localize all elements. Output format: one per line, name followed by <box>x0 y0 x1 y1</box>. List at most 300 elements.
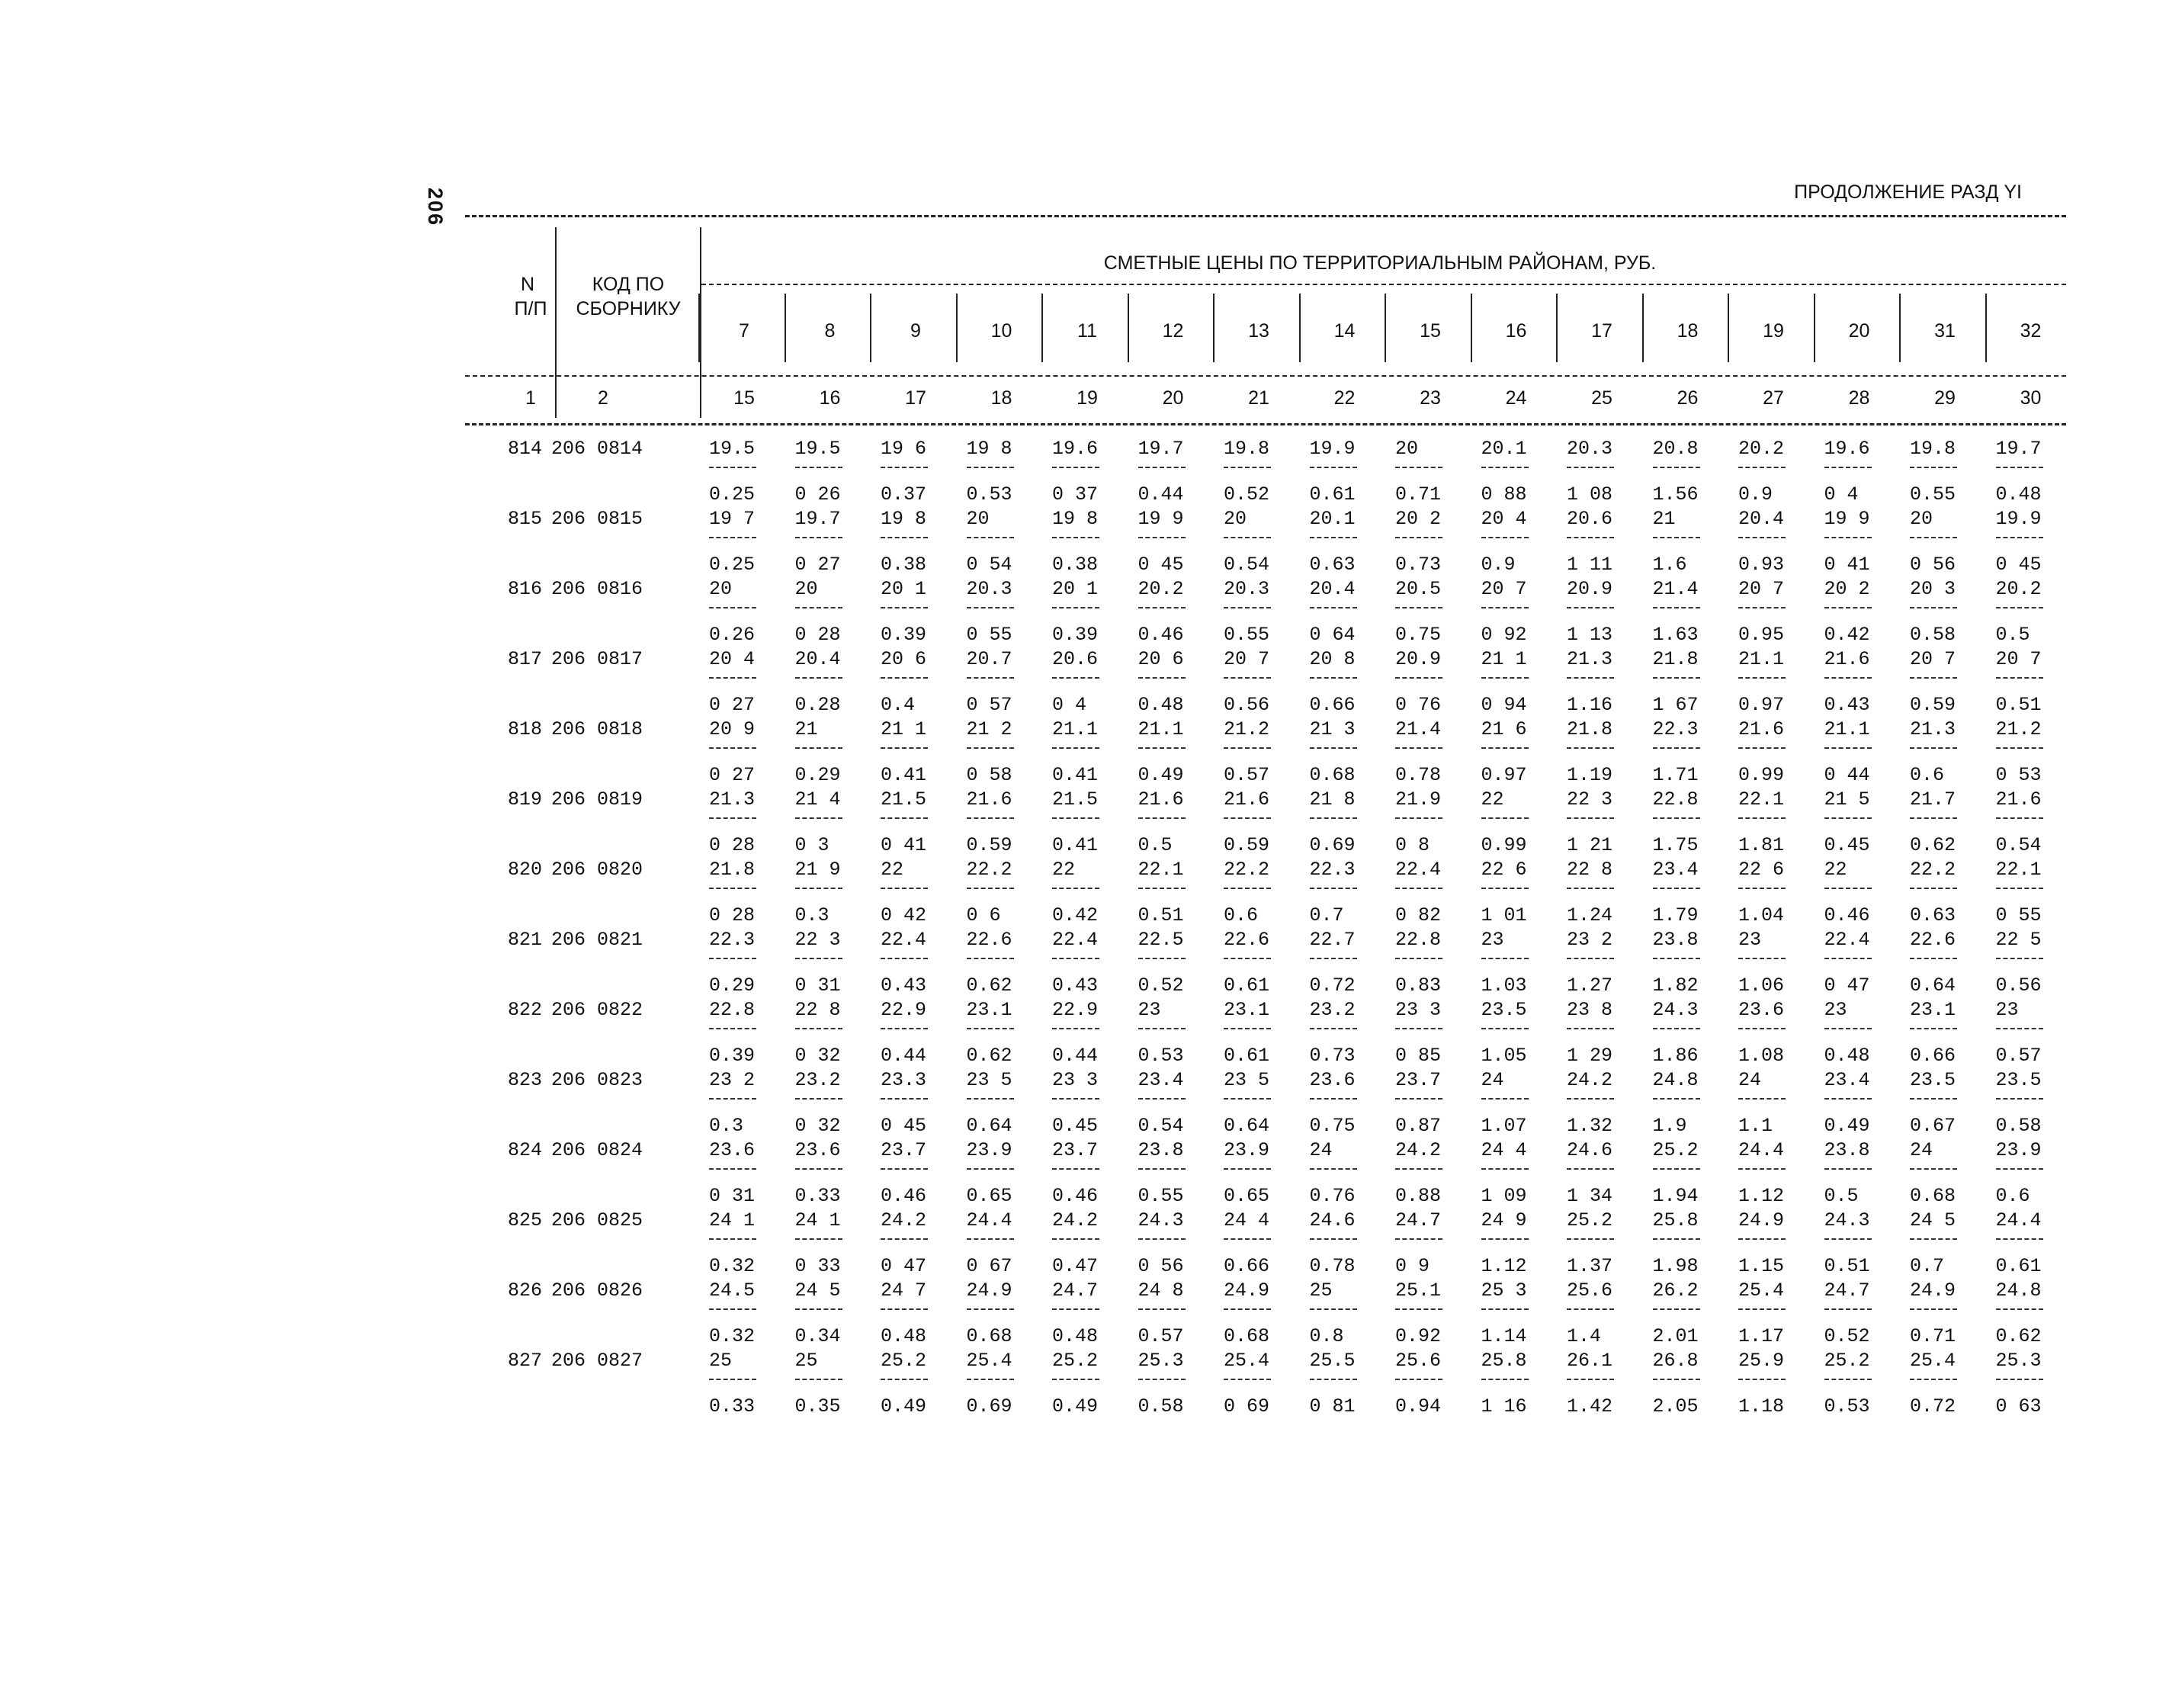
wage-value: 0.69 <box>1309 834 1356 856</box>
wage-value: 0.75 <box>1309 1115 1356 1137</box>
wage-value: 0 27 <box>709 694 756 716</box>
region-number: 10 <box>990 320 1012 342</box>
wage-value: 0.57 <box>1995 1045 2042 1067</box>
wage-value: 1.07 <box>1481 1115 1527 1137</box>
row-number: 814 <box>508 438 543 460</box>
fraction-line <box>881 888 928 889</box>
price-value: 19.6 <box>1052 438 1099 460</box>
wage-value: 0 63 <box>1995 1395 2042 1417</box>
row-number: 823 <box>508 1069 543 1091</box>
wage-value: 0 26 <box>794 483 841 506</box>
fraction-line <box>1481 467 1529 468</box>
wage-value: 0.9 <box>1481 554 1516 576</box>
fraction-line <box>1310 958 1357 959</box>
wage-value: 1.27 <box>1567 974 1613 997</box>
fraction-line <box>967 607 1014 608</box>
price-value: 20.4 <box>1738 508 1785 530</box>
wage-value: 0.64 <box>1910 974 1956 997</box>
region-divider <box>1213 294 1215 362</box>
price-value: 23.6 <box>709 1139 756 1161</box>
fraction-line <box>795 677 842 679</box>
fraction-line <box>1738 677 1786 679</box>
row-number: 825 <box>508 1209 543 1231</box>
price-value: 25.6 <box>1395 1350 1442 1372</box>
wage-value: 0.71 <box>1910 1325 1956 1347</box>
wage-value: 0.78 <box>1395 764 1442 786</box>
price-value: 22.5 <box>1138 929 1184 951</box>
row-number: 819 <box>508 788 543 811</box>
column-number: 15 <box>733 387 755 409</box>
row-code: 206 0821 <box>551 929 643 951</box>
wage-value: 0.32 <box>709 1255 756 1277</box>
price-value: 21.5 <box>881 788 927 811</box>
fraction-line <box>1824 958 1872 959</box>
wage-value: 0.39 <box>1052 624 1099 646</box>
fraction-line <box>709 467 756 468</box>
column-number: 18 <box>990 387 1012 409</box>
fraction-line <box>795 1238 842 1240</box>
row-number: 822 <box>508 999 543 1021</box>
fraction-line <box>709 677 756 679</box>
header-rule-1 <box>701 284 2066 285</box>
row-code: 206 0818 <box>551 718 643 740</box>
row-code: 206 0814 <box>551 438 643 460</box>
wage-value: 0.7 <box>1309 904 1344 926</box>
fraction-line <box>709 747 756 749</box>
price-value: 21.3 <box>1910 718 1956 740</box>
price-value: 21.8 <box>1567 718 1613 740</box>
row-number: 827 <box>508 1350 543 1372</box>
fraction-line <box>881 1238 928 1240</box>
wage-value: 0 4 <box>1052 694 1087 716</box>
wage-value: 0.41 <box>881 764 927 786</box>
price-value: 25 3 <box>1481 1279 1527 1302</box>
price-value: 23.4 <box>1824 1069 1870 1091</box>
column-number: 27 <box>1763 387 1784 409</box>
fraction-line <box>709 1098 756 1100</box>
fraction-line <box>967 467 1014 468</box>
row-label <box>508 929 643 951</box>
wage-value: 1 09 <box>1481 1185 1527 1207</box>
price-value: 21 4 <box>794 788 841 811</box>
wage-value: 0.26 <box>709 624 756 646</box>
price-value: 25 <box>794 1350 818 1372</box>
region-divider <box>1642 294 1644 362</box>
price-value: 24 5 <box>1910 1209 1956 1231</box>
price-value: 25.2 <box>881 1350 927 1372</box>
fraction-line <box>1224 958 1271 959</box>
price-value: 23.2 <box>794 1069 841 1091</box>
wage-value: 0.71 <box>1395 483 1442 506</box>
fraction-line <box>1910 1028 1957 1029</box>
price-value: 19.8 <box>1224 438 1270 460</box>
wage-value: 0.87 <box>1395 1115 1442 1137</box>
wage-value: 1.18 <box>1738 1395 1785 1417</box>
price-value: 25.4 <box>1224 1350 1270 1372</box>
wage-value: 1.12 <box>1738 1185 1785 1207</box>
fraction-line <box>1910 1098 1957 1100</box>
fraction-line <box>1910 677 1957 679</box>
price-value: 21.1 <box>1824 718 1870 740</box>
wage-value: 0.62 <box>966 974 1012 997</box>
price-value: 25.8 <box>1481 1350 1527 1372</box>
price-value: 21.1 <box>1738 648 1785 670</box>
price-value: 24.6 <box>1567 1139 1613 1161</box>
fraction-line <box>1567 677 1614 679</box>
price-value: 20.8 <box>1652 438 1699 460</box>
wage-value: 0.49 <box>881 1395 927 1417</box>
wage-value: 0.41 <box>1052 764 1099 786</box>
price-value: 23.8 <box>1138 1139 1184 1161</box>
wage-value: 0 31 <box>709 1185 756 1207</box>
price-value: 20 1 <box>881 578 927 600</box>
fraction-line <box>1996 1028 2043 1029</box>
row-label <box>508 999 643 1021</box>
fraction-line <box>1567 958 1614 959</box>
fraction-line <box>1567 888 1614 889</box>
fraction-line <box>1738 607 1786 608</box>
price-value: 21.1 <box>1138 718 1184 740</box>
wage-value: 0.72 <box>1910 1395 1956 1417</box>
fraction-line <box>881 747 928 749</box>
price-value: 25 <box>709 1350 733 1372</box>
row-code: 206 0825 <box>551 1209 643 1231</box>
fraction-line <box>1138 537 1186 538</box>
fraction-line <box>1052 1168 1099 1170</box>
price-value: 24.9 <box>1910 1279 1956 1302</box>
wage-value: 0.75 <box>1395 624 1442 646</box>
price-value: 24.6 <box>1309 1209 1356 1231</box>
wage-value: 0.59 <box>1910 694 1956 716</box>
fraction-line <box>1910 607 1957 608</box>
price-value: 24 7 <box>881 1279 927 1302</box>
wage-value: 0.52 <box>1824 1325 1870 1347</box>
wage-value: 0 56 <box>1138 1255 1184 1277</box>
fraction-line <box>795 1308 842 1310</box>
wage-value: 0 69 <box>1224 1395 1270 1417</box>
fraction-line <box>967 1308 1014 1310</box>
wage-value: 0.83 <box>1395 974 1442 997</box>
price-value: 20.6 <box>1567 508 1613 530</box>
price-value: 21.2 <box>1995 718 2042 740</box>
column-number: 17 <box>905 387 926 409</box>
fraction-line <box>1824 467 1872 468</box>
fraction-line <box>1052 1098 1099 1100</box>
wage-value: 0.38 <box>1052 554 1099 576</box>
fraction-line <box>1138 1028 1186 1029</box>
fraction-line <box>795 888 842 889</box>
price-value: 21.3 <box>709 788 756 811</box>
price-value: 24 <box>1481 1069 1504 1091</box>
wage-value: 1.08 <box>1738 1045 1785 1067</box>
price-value: 23 <box>1481 929 1504 951</box>
price-value: 21.6 <box>1738 718 1785 740</box>
wage-value: 0 56 <box>1910 554 1956 576</box>
price-value: 22.4 <box>1395 859 1442 881</box>
price-value: 19.5 <box>794 438 841 460</box>
fraction-line <box>1738 1168 1786 1170</box>
column-number: 19 <box>1077 387 1098 409</box>
region-divider <box>1385 294 1386 362</box>
wage-value: 1.03 <box>1481 974 1527 997</box>
region-number: 14 <box>1333 320 1356 342</box>
wage-value: 0.61 <box>1224 974 1270 997</box>
wage-value: 1.1 <box>1738 1115 1773 1137</box>
wage-value: 0 37 <box>1052 483 1099 506</box>
wage-value: 0 27 <box>794 554 841 576</box>
fraction-line <box>1910 467 1957 468</box>
wage-value: 0.8 <box>1309 1325 1344 1347</box>
price-value: 21.5 <box>1052 788 1099 811</box>
wage-value: 0 41 <box>1824 554 1870 576</box>
fraction-line <box>1310 467 1357 468</box>
region-number: 12 <box>1162 320 1184 342</box>
price-value: 22.1 <box>1995 859 2042 881</box>
wage-value: 1 67 <box>1652 694 1699 716</box>
wage-value: 0.66 <box>1910 1045 1956 1067</box>
wage-value: 0.73 <box>1309 1045 1356 1067</box>
fraction-line <box>1824 1379 1872 1380</box>
fraction-line <box>1138 677 1186 679</box>
fraction-line <box>709 1168 756 1170</box>
fraction-line <box>1910 888 1957 889</box>
fraction-line <box>881 958 928 959</box>
wage-value: 0 3 <box>794 834 829 856</box>
wage-value: 0 45 <box>1138 554 1184 576</box>
wage-value: 0.58 <box>1995 1115 2042 1137</box>
wage-value: 0.54 <box>1995 834 2042 856</box>
fraction-line <box>1224 537 1271 538</box>
region-divider <box>1556 294 1558 362</box>
price-value: 23 2 <box>709 1069 756 1091</box>
fraction-line <box>1395 1028 1442 1029</box>
price-value: 21.1 <box>1052 718 1099 740</box>
wage-value: 1.37 <box>1567 1255 1613 1277</box>
price-value: 21.6 <box>1995 788 2042 811</box>
price-value: 21 <box>794 718 818 740</box>
fraction-line <box>967 677 1014 679</box>
fraction-line <box>1310 677 1357 679</box>
fraction-line <box>1738 467 1786 468</box>
fraction-line <box>795 537 842 538</box>
region-number: 19 <box>1763 320 1784 342</box>
price-value: 23.6 <box>1309 1069 1356 1091</box>
fraction-line <box>1738 1379 1786 1380</box>
fraction-line <box>1653 1238 1700 1240</box>
fraction-line <box>709 1238 756 1240</box>
wage-value: 0 76 <box>1395 694 1442 716</box>
wage-value: 0.62 <box>1910 834 1956 856</box>
price-value: 22.2 <box>1224 859 1270 881</box>
row-code: 206 0820 <box>551 859 643 881</box>
fraction-line <box>1395 1238 1442 1240</box>
fraction-line <box>1996 607 2043 608</box>
price-value: 22.1 <box>1138 859 1184 881</box>
price-value: 22.4 <box>881 929 927 951</box>
price-value: 22 6 <box>1481 859 1527 881</box>
fraction-line <box>1996 467 2043 468</box>
wage-value: 0.53 <box>966 483 1012 506</box>
price-value: 19.5 <box>709 438 756 460</box>
price-value: 23 <box>1824 999 1847 1021</box>
wage-value: 0.51 <box>1824 1255 1870 1277</box>
wage-value: 0 8 <box>1395 834 1430 856</box>
fraction-line <box>967 1028 1014 1029</box>
fraction-line <box>1224 1379 1271 1380</box>
wage-value: 0 47 <box>881 1255 927 1277</box>
fraction-line <box>881 677 928 679</box>
price-value: 19 9 <box>1138 508 1184 530</box>
fraction-line <box>1224 677 1271 679</box>
fraction-line <box>1395 958 1442 959</box>
price-value: 23.4 <box>1138 1069 1184 1091</box>
fraction-line <box>967 958 1014 959</box>
fraction-line <box>1224 467 1271 468</box>
fraction-line <box>1224 1098 1271 1100</box>
price-value: 19.8 <box>1910 438 1956 460</box>
fraction-line <box>1310 607 1357 608</box>
wage-value: 0.59 <box>966 834 1012 856</box>
price-value: 20.9 <box>1395 648 1442 670</box>
fraction-line <box>1653 888 1700 889</box>
wage-value: 0.3 <box>709 1115 744 1137</box>
wage-value: 0.95 <box>1738 624 1785 646</box>
fraction-line <box>1653 1379 1700 1380</box>
column-number: 28 <box>1848 387 1870 409</box>
wage-value: 1 13 <box>1567 624 1613 646</box>
wage-value: 0.62 <box>1995 1325 2042 1347</box>
price-value: 24.4 <box>1995 1209 2042 1231</box>
price-value: 23.4 <box>1652 859 1699 881</box>
fraction-line <box>1824 537 1872 538</box>
price-value: 21 6 <box>1481 718 1527 740</box>
wage-value: 0.49 <box>1138 764 1184 786</box>
fraction-line <box>795 1098 842 1100</box>
fraction-line <box>967 1168 1014 1170</box>
fraction-line <box>1996 817 2043 819</box>
wage-value: 0.43 <box>1824 694 1870 716</box>
wage-value: 0.38 <box>881 554 927 576</box>
fraction-line <box>1653 747 1700 749</box>
wage-value: 0.3 <box>794 904 829 926</box>
fraction-line <box>1052 747 1099 749</box>
row-number: 818 <box>508 718 543 740</box>
region-divider <box>785 294 786 362</box>
wage-value: 0.34 <box>794 1325 841 1347</box>
price-value: 20 <box>966 508 990 530</box>
fraction-line <box>1310 537 1357 538</box>
wage-value: 0.56 <box>1224 694 1270 716</box>
fraction-line <box>881 1379 928 1380</box>
price-value: 23.5 <box>1910 1069 1956 1091</box>
row-number: 820 <box>508 859 543 881</box>
wage-value: 0.76 <box>1309 1185 1356 1207</box>
price-value: 23.7 <box>1052 1139 1099 1161</box>
wage-value: 0.58 <box>1910 624 1956 646</box>
wage-value: 0 28 <box>794 624 841 646</box>
fraction-line <box>1395 1379 1442 1380</box>
wage-value: 1.4 <box>1567 1325 1602 1347</box>
wage-value: 0.99 <box>1738 764 1785 786</box>
region-divider <box>1299 294 1301 362</box>
fraction-line <box>1138 1098 1186 1100</box>
wage-value: 0.25 <box>709 554 756 576</box>
price-value: 22.1 <box>1738 788 1785 811</box>
price-value: 24.3 <box>1652 999 1699 1021</box>
price-value: 20 <box>709 578 733 600</box>
region-number: 11 <box>1077 320 1097 342</box>
wage-value: 0.6 <box>1910 764 1945 786</box>
fraction-line <box>1224 607 1271 608</box>
fraction-line <box>709 1028 756 1029</box>
fraction-line <box>1653 1028 1700 1029</box>
price-value: 25 <box>1309 1279 1333 1302</box>
fraction-line <box>709 1379 756 1380</box>
price-value: 22.6 <box>1224 929 1270 951</box>
wage-value: 0.44 <box>881 1045 927 1067</box>
region-number: 13 <box>1248 320 1269 342</box>
price-value: 26.1 <box>1567 1350 1613 1372</box>
header-n: N <box>520 274 535 295</box>
fraction-line <box>1567 817 1614 819</box>
price-value: 24 5 <box>794 1279 841 1302</box>
row-number: 824 <box>508 1139 543 1161</box>
row-code: 206 0817 <box>551 648 643 670</box>
wage-value: 0.72 <box>1309 974 1356 997</box>
fraction-line <box>1481 747 1529 749</box>
fraction-line <box>881 1028 928 1029</box>
fraction-line <box>795 467 842 468</box>
price-value: 23.8 <box>1824 1139 1870 1161</box>
price-value: 20.6 <box>1052 648 1099 670</box>
price-value: 21.8 <box>709 859 756 881</box>
row-number: 816 <box>508 578 543 600</box>
wage-value: 0.52 <box>1224 483 1270 506</box>
price-value: 25.2 <box>1652 1139 1699 1161</box>
wage-value: 0.28 <box>794 694 841 716</box>
fraction-line <box>1138 958 1186 959</box>
fraction-line <box>709 888 756 889</box>
fraction-line <box>1052 467 1099 468</box>
fraction-line <box>1395 467 1442 468</box>
wage-value: 0 82 <box>1395 904 1442 926</box>
price-value: 22.3 <box>1652 718 1699 740</box>
wage-value: 1.79 <box>1652 904 1699 926</box>
price-value: 19 8 <box>1052 508 1099 530</box>
fraction-line <box>1138 817 1186 819</box>
wage-value: 1.6 <box>1652 554 1687 576</box>
price-value: 22.9 <box>881 999 927 1021</box>
wage-value: 0.47 <box>1052 1255 1099 1277</box>
wage-value: 0 88 <box>1481 483 1527 506</box>
fraction-line <box>1738 1098 1786 1100</box>
price-value: 24 <box>1309 1139 1333 1161</box>
wage-value: 0.44 <box>1052 1045 1099 1067</box>
row-label <box>508 648 643 670</box>
price-value: 20.1 <box>1481 438 1527 460</box>
price-value: 19.7 <box>1995 438 2042 460</box>
fraction-line <box>1824 1238 1872 1240</box>
price-value: 22.2 <box>966 859 1012 881</box>
wage-value: 0.64 <box>966 1115 1012 1137</box>
fraction-line <box>1395 817 1442 819</box>
fraction-line <box>1996 1238 2043 1240</box>
price-value: 25.9 <box>1738 1350 1785 1372</box>
fraction-line <box>1567 1098 1614 1100</box>
fraction-line <box>709 817 756 819</box>
fraction-line <box>881 1308 928 1310</box>
region-number: 20 <box>1848 320 1870 342</box>
